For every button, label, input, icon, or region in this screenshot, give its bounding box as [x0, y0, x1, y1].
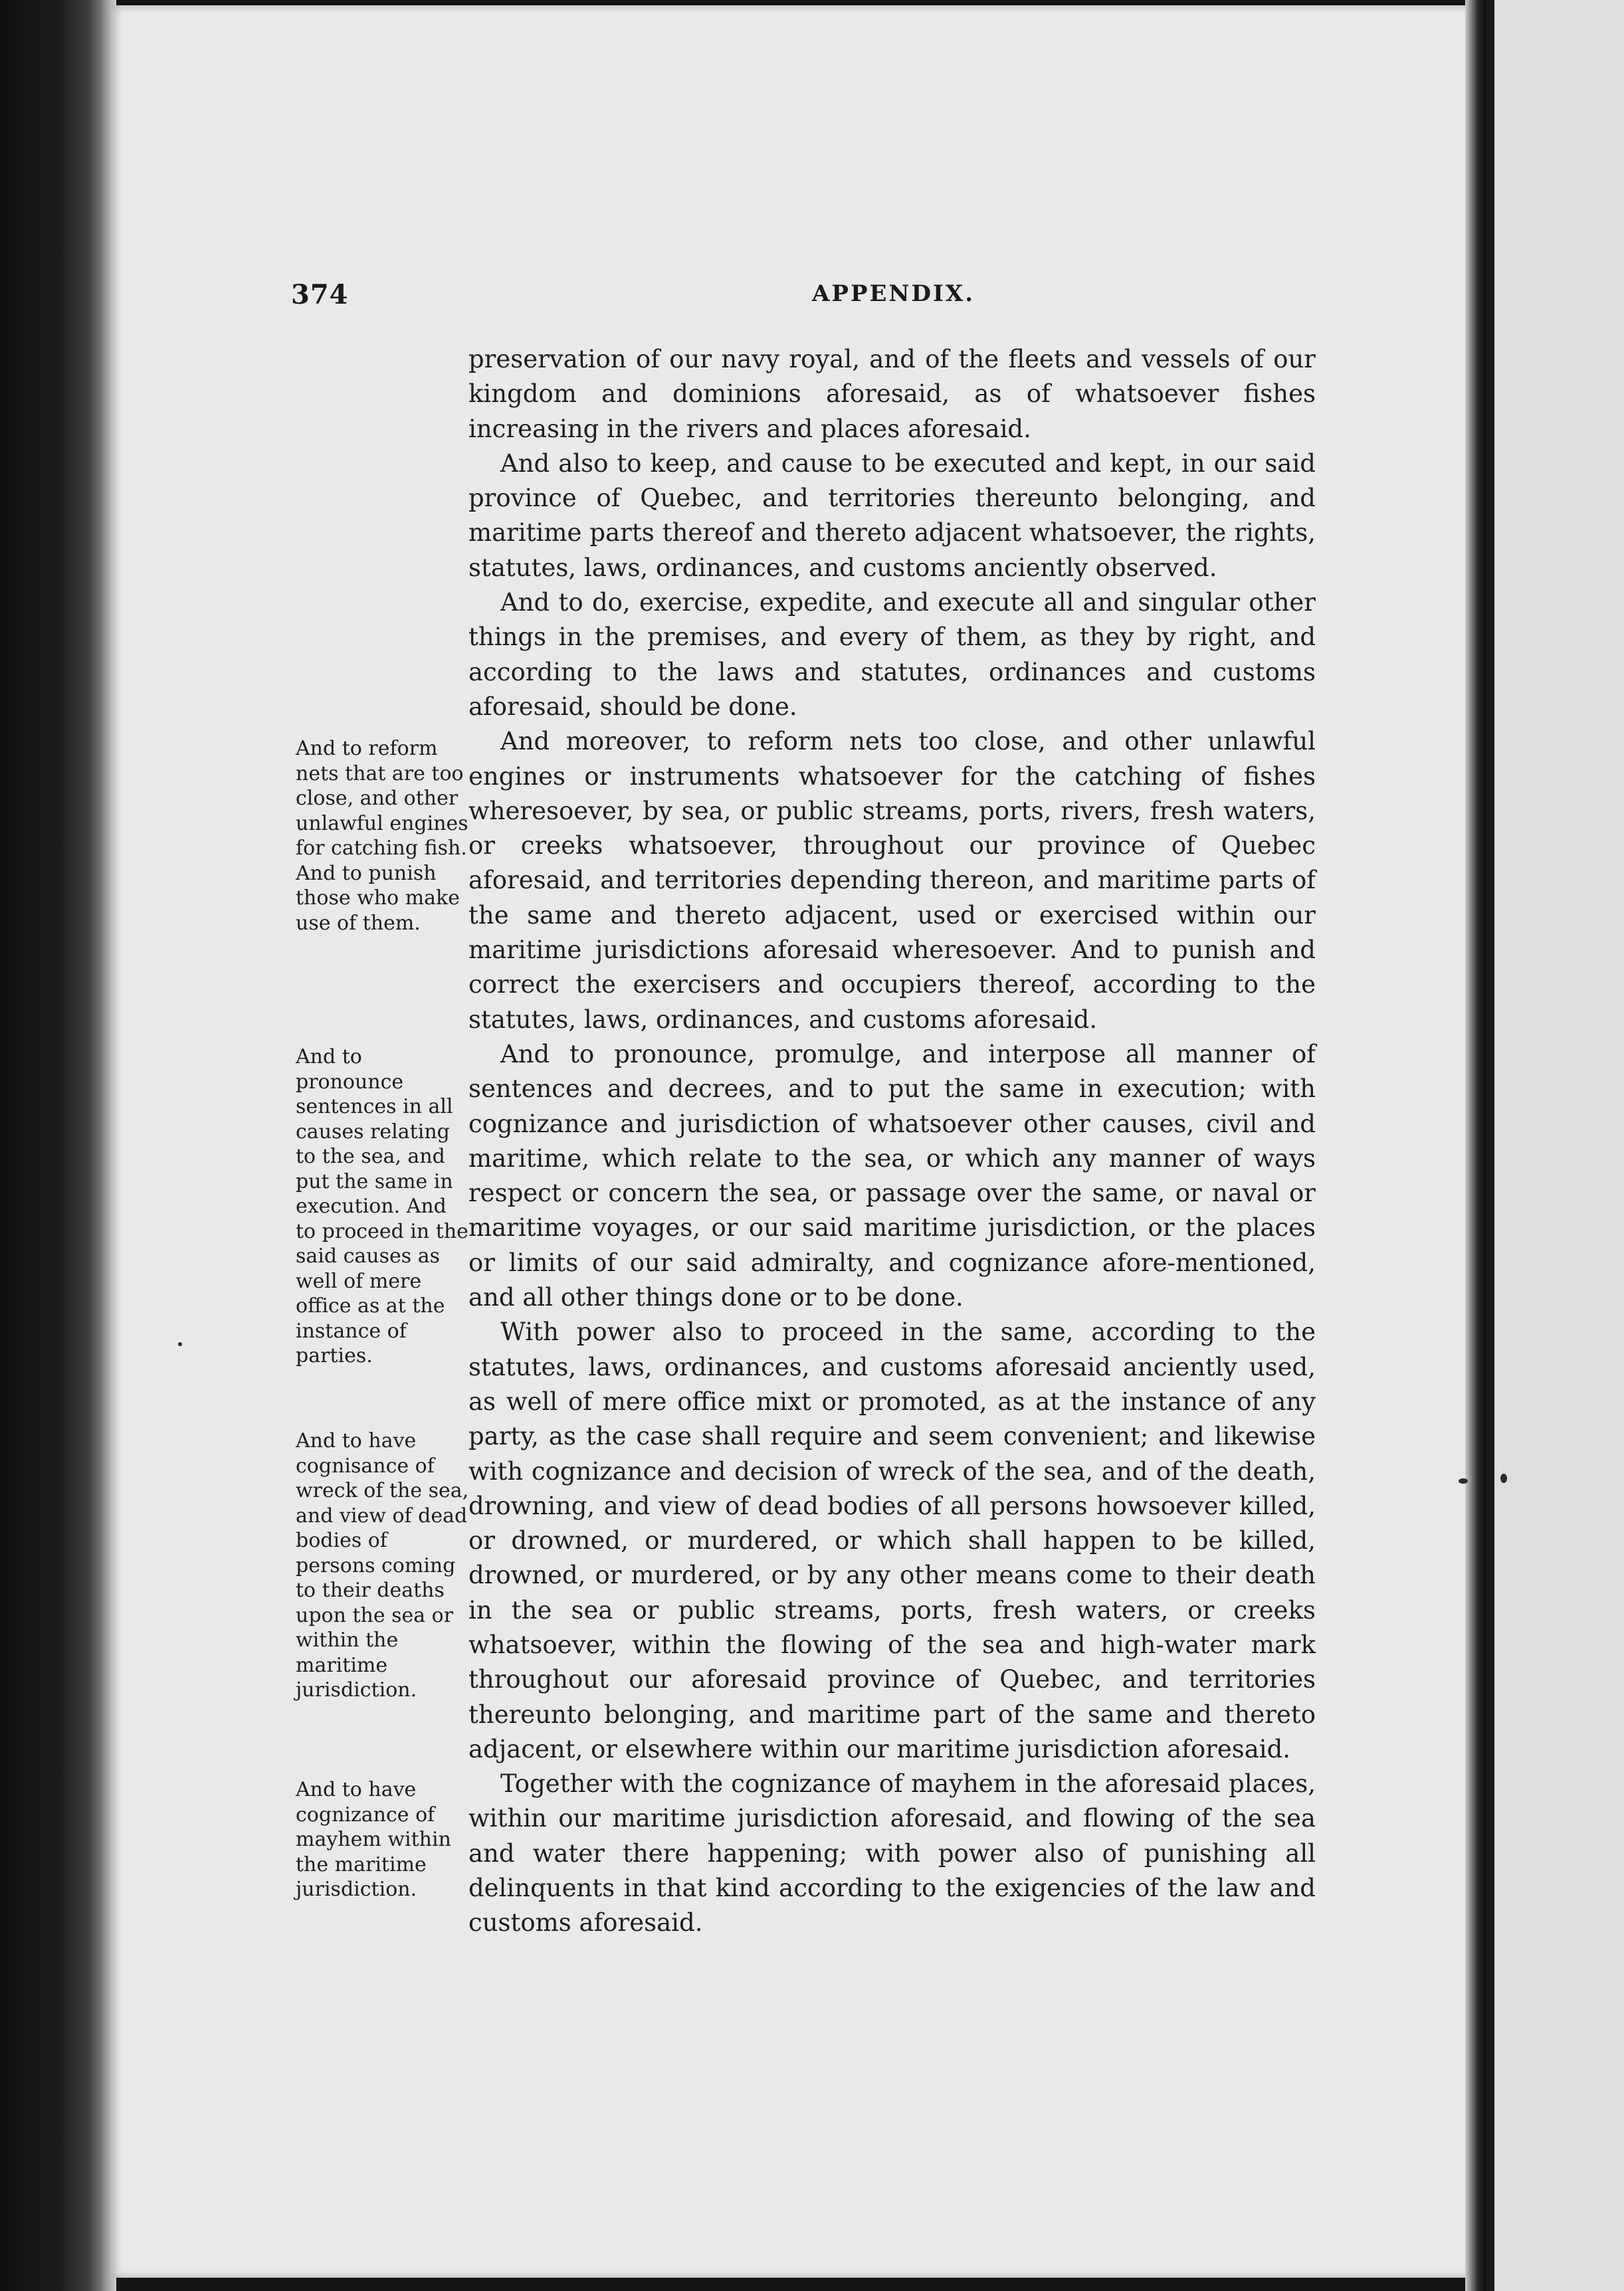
- marginal-note: And to have cognisance of wreck of the sea, and view of dead bodies of persons coming to their deaths upon the sea or within the maritime jurisdiction.: [296, 1429, 469, 1702]
- paragraph: With power also to proceed in the same, according to the statutes, laws, ordinances, and customs aforesaid anciently used, as well of mere office mixt or promoted, as at the instance of any party, as the case shall require and seem convenient; and likewise with cognizance and decision of wreck of the sea, and of the death, drowning, and view of dead bodies of all persons howsoever killed, or drowned, or murdered, or which shall happen to be killed, drowned, or murdered, or by any other means come to their death in the sea or public streams, ports, fresh waters, or creeks whatsoever, within the flowing of the sea and high-water mark throughout our aforesaid province of Quebec, and territories thereunto belonging, and maritime part of the same and thereto adjacent, or elsewhere within our maritime jurisdiction aforesaid.: [468, 1318, 1316, 1763]
- scan-speck: [178, 1342, 182, 1346]
- main-text-column: [468, 342, 1316, 1941]
- paragraph: And moreover, to reform nets too close, and other unlawful engines or instruments whatsoever for the catching of fishes wheresoever, by sea, or public streams, ports, rivers, fresh waters, or creeks whatsoever, throughout our province of Quebec aforesaid, and territories depending thereon, and maritime parts of the same and thereto adjacent, used or exercised within our maritime jurisdictions aforesaid wheresoever. And to punish and correct the exercisers and occupiers thereof, according to the statutes, laws, ordinances, and customs aforesaid.: [468, 727, 1316, 1034]
- adjacent-page-shadow: [1486, 0, 1494, 2291]
- marginal-note: And to reform nets that are too close, and other unlawful engines for catching fish. And to punish those who make use of them.: [296, 737, 468, 935]
- paragraph: Together with the cognizance of mayhem in the aforesaid places, within our maritime jurisdiction aforesaid, and flowing of the sea and water there happening; with power also of punishing all delinquents in that kind according to the exigencies of the law and customs aforesaid.: [468, 1769, 1316, 1938]
- paragraph: preservation of our navy royal, and of the fleets and vessels of our kingdom and dominions aforesaid, as of whatsoever fishes increasing in the rivers and places aforesaid.: [468, 345, 1316, 443]
- marginal-note: And to have cognizance of mayhem within the maritime jurisdiction.: [296, 1778, 451, 1901]
- book-binding-shadow: [0, 0, 116, 2291]
- page-gutter-right: [1465, 0, 1486, 2291]
- scan-speck: [1500, 1474, 1507, 1483]
- marginal-note: And to pronounce sentences in all causes relating to the sea, and put the same in execution. And to proceed in the said causes as well of mere office as at the instance of parties.: [296, 1045, 468, 1367]
- scan-speck: [1459, 1478, 1468, 1484]
- page-number: 374: [291, 279, 349, 310]
- paragraph: And also to keep, and cause to be executed and kept, in our said province of Quebec, and territories thereunto belonging, and maritime parts thereof and thereto adjacent whatsoever, the rights, statutes, laws, ordinances, and customs anciently observed.: [468, 448, 1316, 582]
- page-header: [291, 279, 1320, 319]
- paragraph: And to do, exercise, expedite, and execute all and singular other things in the premises, and every of them, as they by right, and according to the laws and statutes, ordinances and customs aforesaid, should be done.: [468, 588, 1316, 721]
- running-head: APPENDIX.: [812, 280, 975, 307]
- adjacent-page: [1486, 0, 1624, 2291]
- paragraph: And to pronounce, promulge, and interpose all manner of sentences and decrees, and to put the same in execution; with cognizance and jurisdiction of whatsoever other causes, civil and maritime, which relate to the sea, or which any manner of ways respect or concern the sea, or passage over the same, or naval or maritime voyages, or our said maritime jurisdiction, or the places or limits of our said admiralty, and cognizance afore-mentioned, and all other things done or to be done.: [468, 1039, 1316, 1312]
